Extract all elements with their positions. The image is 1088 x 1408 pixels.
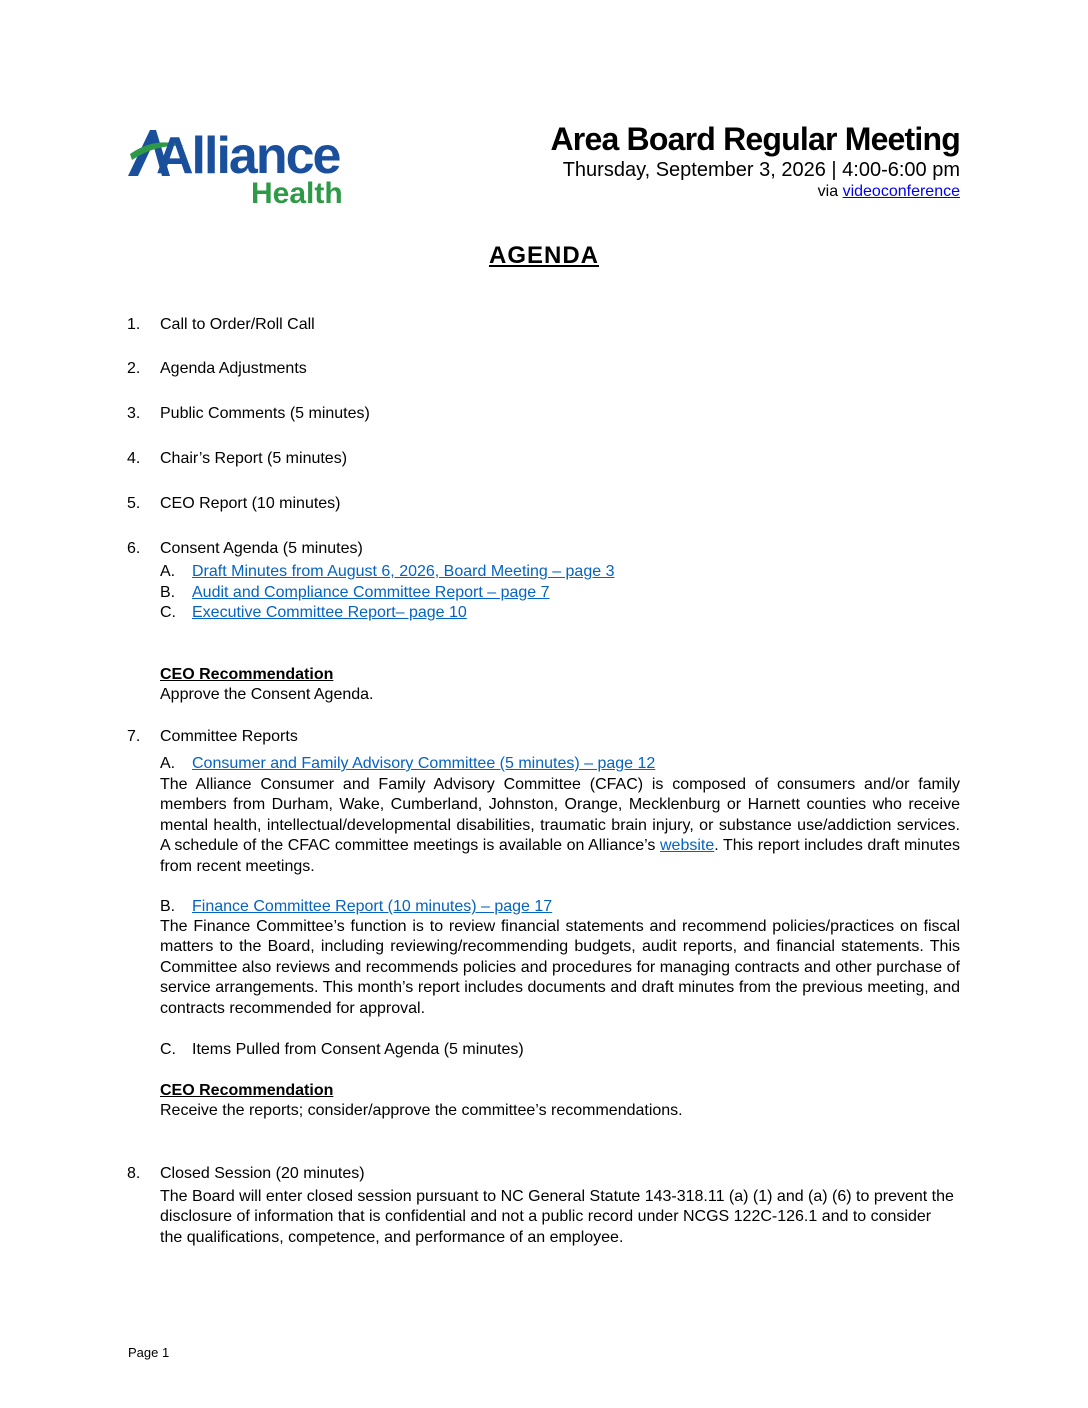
item-1-number: 1. — [127, 316, 141, 333]
draft-minutes-link[interactable]: Draft Minutes from August 6, 2026, Board Meeting – page 3 — [192, 563, 615, 580]
item-6-number: 6. — [127, 540, 141, 557]
audit-compliance-link[interactable]: Audit and Compliance Committee Report – page 7 — [192, 584, 550, 601]
item-8-number: 8. — [127, 1165, 141, 1182]
alliance-health-logo — [126, 124, 356, 214]
finance-report-link[interactable]: Finance Committee Report (10 minutes) – page 17 — [192, 898, 553, 915]
cfac-desc-part2: . This report includes draft minutes from recent meetings. — [160, 837, 960, 875]
item-4-text: Chair’s Report (5 minutes) — [160, 450, 348, 467]
via-prefix: via — [817, 183, 843, 200]
item-2-number: 2. — [127, 360, 141, 377]
item-5-text: CEO Report (10 minutes) — [160, 495, 341, 512]
items-pulled-text: Items Pulled from Consent Agenda (5 minutes) — [192, 1041, 524, 1058]
videoconference-link[interactable]: videoconference — [842, 183, 960, 200]
item-3-number: 3. — [127, 405, 141, 422]
cfac-desc-part1: The Alliance Consumer and Family Advisory Committee (CFAC) is composed of consumers and/or family members from Durham, Wake, Cumberland, Johnston, Orange, Mecklenburg or Harnett counties who receive mental health, intellectual/developmental disabilities, traumatic brain injury, or substance use/addiction services. A schedule of the CFAC committee meetings is available on Alliance’s — [160, 776, 960, 855]
committee-rec-heading: CEO Recommendation — [160, 1082, 334, 1099]
item-4-number: 4. — [127, 450, 141, 467]
meeting-date: Thursday, September 3, 2026 | 4:00-6:00 pm — [562, 159, 960, 181]
executive-committee-link[interactable]: Executive Committee Report– page 10 — [192, 604, 467, 621]
item-8-text: Closed Session (20 minutes) — [160, 1165, 365, 1182]
item-1-text: Call to Order/Roll Call — [160, 316, 315, 333]
closed-session-description: The Board will enter closed session pursuant to NC General Statute 143-318.11 (a) (1) and (a) (6) to prevent the disclosure of information that is confidential and not a public record under NCGS 122C-126.1 and to consider the qualifications, competence, and performance of an employee. — [160, 1188, 954, 1246]
logo-word: Alliance — [156, 127, 340, 185]
finance-description: The Finance Committee’s function is to review financial statements and recommend policies/practices on fiscal matters to the Board, including reviewing/recommending budgets, audit reports, and financial statements. This Committee also reviews and recommends policies and procedures for managing contracts and other purchase of service arrangements. This month’s report includes documents and draft minutes from the previous meeting, and contracts recommended for approval. — [160, 918, 960, 1017]
item-6-text: Consent Agenda (5 minutes) — [160, 540, 363, 557]
item-2-text: Agenda Adjustments — [160, 360, 307, 377]
committee-a-letter: A. — [160, 755, 176, 772]
cfac-report-link[interactable]: Consumer and Family Advisory Committee (5 minutes) – page 12 — [192, 755, 656, 772]
meeting-location — [550, 182, 960, 202]
committee-c-letter: C. — [160, 1041, 176, 1058]
item-7-number: 7. — [127, 728, 141, 745]
website-link[interactable]: website — [659, 837, 715, 855]
committee-b-letter: B. — [160, 898, 176, 915]
item-5-number: 5. — [127, 495, 141, 512]
consent-rec-text: Approve the Consent Agenda. — [160, 686, 374, 703]
consent-b-letter: B. — [160, 584, 176, 601]
meeting-title: Area Board Regular Meeting — [550, 121, 960, 157]
cfac-description — [160, 775, 960, 877]
item-7-text: Committee Reports — [160, 728, 298, 745]
logo-sub: Health — [251, 177, 343, 210]
page-number: Page 1 — [128, 1345, 170, 1360]
item-3-text: Public Comments (5 minutes) — [160, 405, 370, 422]
agenda-title: AGENDA — [488, 242, 599, 269]
meeting-header — [550, 120, 960, 202]
consent-a-letter: A. — [160, 563, 176, 580]
consent-c-letter: C. — [160, 604, 176, 621]
committee-rec-text: Receive the reports; consider/approve the committee’s recommendations. — [160, 1102, 683, 1119]
consent-rec-heading: CEO Recommendation — [160, 666, 334, 683]
